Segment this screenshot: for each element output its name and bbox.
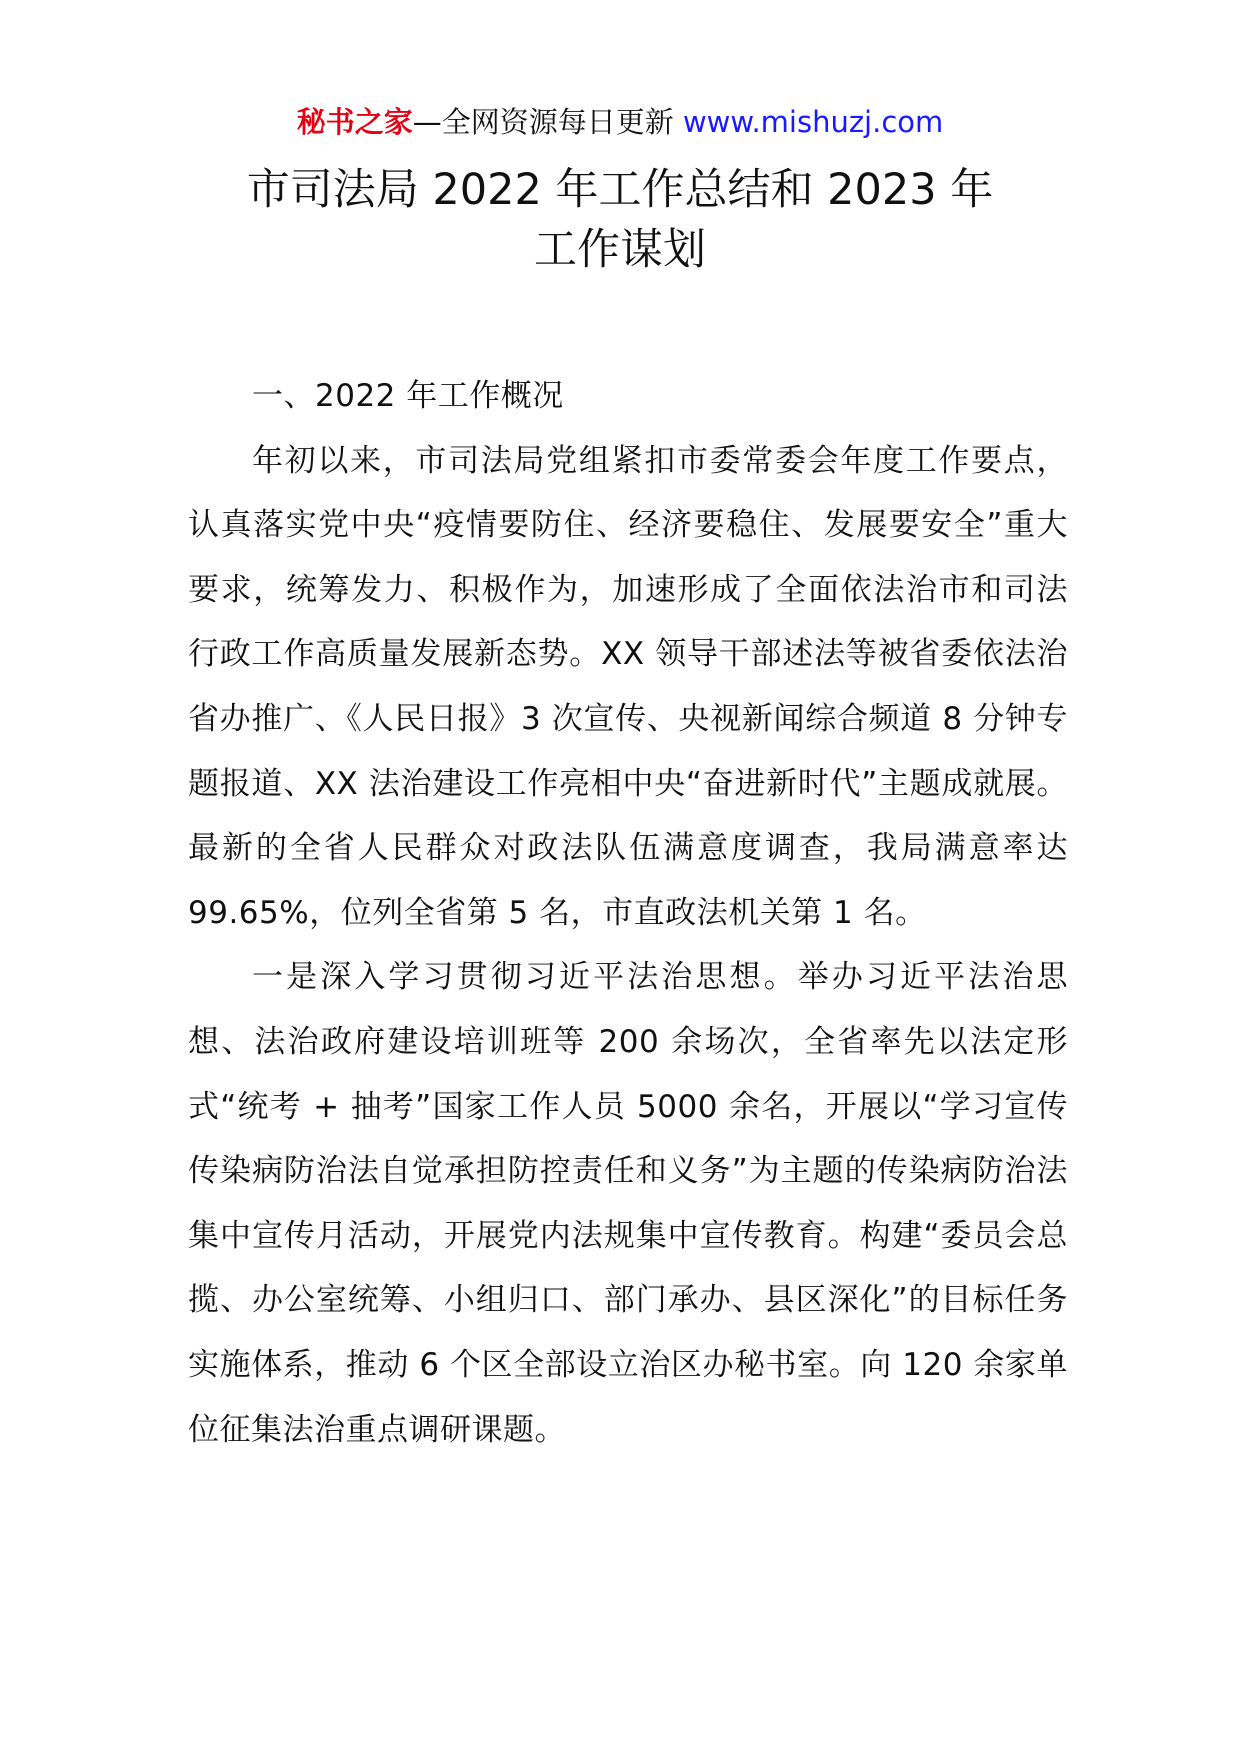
paragraph-overview: 年初以来，市司法局党组紧扣市委常委会年度工作要点，认真落实党中央“疫情要防住、经济要稳住、发展要安全”重大要求，统筹发力、积极作为，加速形成了全面依法治市和司法行政工作高质量发展新态势。XX 领导干部述法等被省委依法治省办推广、《人民日报》3 次宣传、央视新闻综合频道 8 分钟专题报道、XX 法治建设工作亮相中央“奋进新时代”主题成就展。最新的全省人民群众对政法队伍满意度调查，我局满意率达 99.65%，位列全省第 5 名，市直政法机关第 1 名。 <box>188 442 1068 931</box>
paragraph-study: 一是深入学习贯彻习近平法治思想。举办习近平法治思想、法治政府建设培训班等 200 余场次，全省率先以法定形式“统考 + 抽考”国家工作人员 5000 余名，开展以“学习宣传传染病防治法自觉承担防控责任和义务”为主题的传染病防治法集中宣传月活动，开展党内法规集中宣传教育。构建“委员会总揽、办公室统筹、小组归口、部门承办、县区深化”的目标任务实施体系，推动 6 个区全部设立治区办秘书室。向 120 余家单位征集法治重点调研课题。 <box>188 959 1068 1448</box>
site-url-link[interactable]: www.mishuzj.com <box>682 105 944 139</box>
document-title <box>0 160 1240 280</box>
brand-name: 秘书之家 <box>296 105 413 139</box>
site-banner <box>0 102 1240 142</box>
document-body <box>188 364 1068 1462</box>
title-line-1: 市司法局 2022 年工作总结和 2023 年 <box>246 165 994 215</box>
section-heading: 一、2022 年工作概况 <box>252 378 564 414</box>
banner-tagline: —全网资源每日更新 <box>412 105 683 139</box>
title-line-2: 工作谋划 <box>534 225 706 275</box>
